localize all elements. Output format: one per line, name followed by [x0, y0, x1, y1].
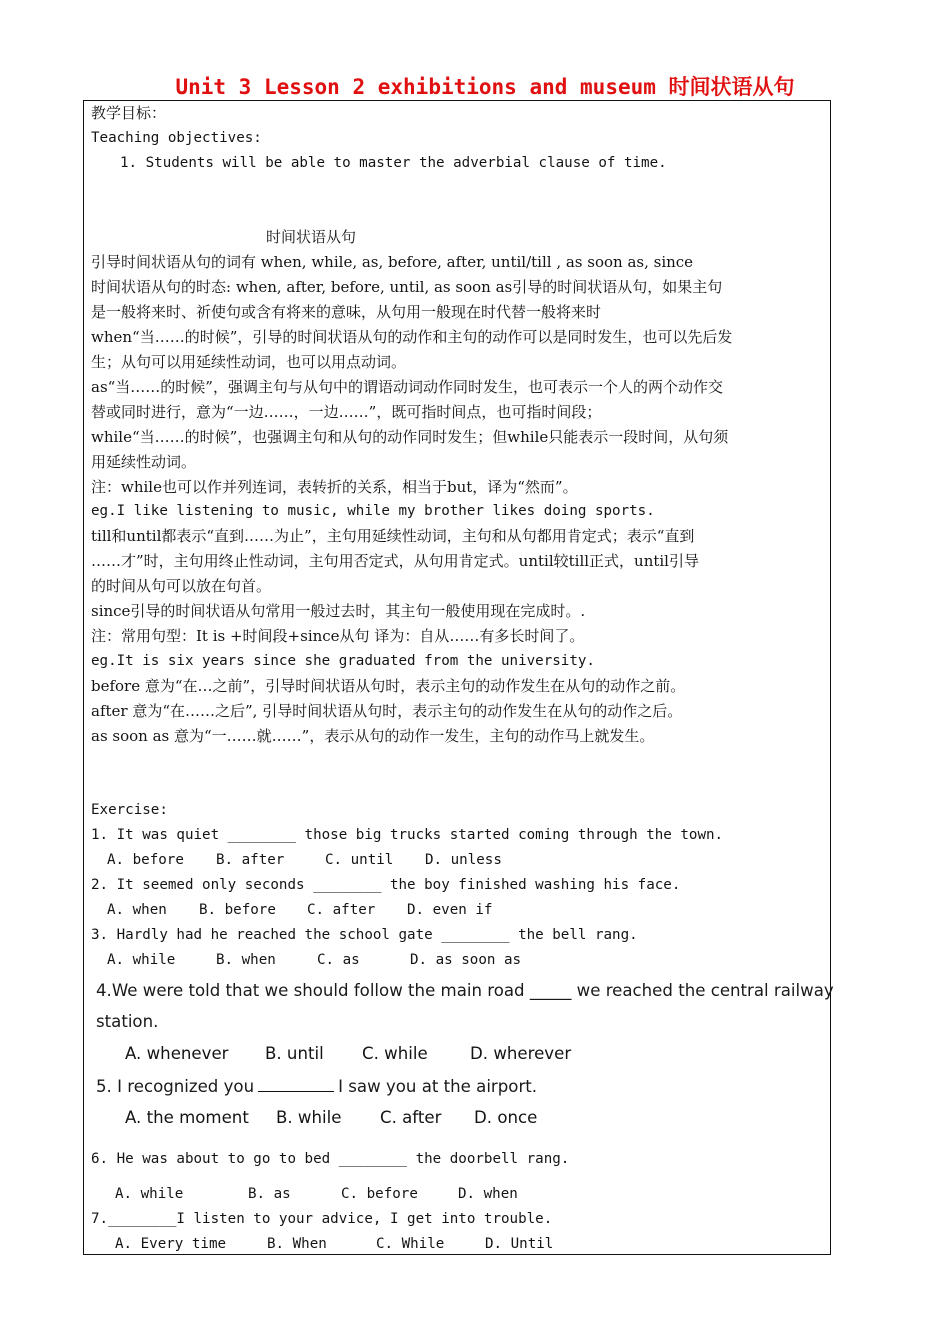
- question-2: 2. It seemed only seconds ________ the boy finished washing his face.: [91, 877, 681, 893]
- lesson-line: 用延续性动词。: [91, 453, 197, 471]
- option: B. before: [199, 902, 276, 918]
- objective-item-1: 1. Students will be able to master the adverbial clause of time.: [120, 155, 667, 171]
- question-5: [96, 1075, 537, 1099]
- question-5-blank: [258, 1077, 334, 1092]
- option: A. while: [115, 1186, 184, 1202]
- question-3-options: [107, 950, 807, 970]
- question-2-options: [107, 900, 807, 920]
- question-3: 3. Hardly had he reached the school gate ________ the bell rang.: [91, 927, 638, 943]
- option: A. when: [107, 902, 167, 918]
- question-1-options: [107, 850, 807, 870]
- question-5-text-a: 5. I recognized you: [96, 1077, 255, 1096]
- option: C. while: [362, 1044, 428, 1063]
- lesson-line: till和until都表示“直到……为止”，主句用延续性动词，主句和从句都用肯定式；表示“直到: [91, 527, 695, 545]
- option: C. after: [380, 1108, 442, 1127]
- objectives-heading-en: Teaching objectives:: [91, 130, 262, 146]
- exercise-heading: Exercise:: [91, 802, 168, 818]
- lesson-line: as“当……的时候”，强调主句与从句中的谓语动词动作同时发生，也可表示一个人的两个动作交: [91, 378, 723, 396]
- lesson-line: while“当……的时候”，也强调主句和从句的动作同时发生；但while只能表示一段时间，从句须: [91, 428, 729, 446]
- option: D. wherever: [470, 1044, 572, 1063]
- question-4-text-b: we reached the central railway: [576, 981, 834, 1000]
- lesson-line: ……才”时，主句用终止性动词，主句用否定式，从句用肯定式。until较till正式，until引导: [91, 552, 699, 570]
- lesson-line: 注：while也可以作并列连词，表转折的关系，相当于but，译为“然而”。: [91, 478, 578, 496]
- option: B. after: [216, 852, 285, 868]
- lesson-line: 时间状语从句的时态: when, after, before, until, as soon as引导的时间状语从句，如果主句: [91, 278, 723, 296]
- option: D. when: [458, 1186, 518, 1202]
- option: A. the moment: [125, 1108, 249, 1127]
- lesson-line: when“当……的时候”，引导的时间状语从句的动作和主句的动作可以是同时发生，也可以先后发: [91, 328, 733, 346]
- option: A. Every time: [115, 1236, 227, 1252]
- option: C. as: [317, 952, 360, 968]
- option: C. until: [325, 852, 394, 868]
- lesson-line: since引导的时间状语从句常用一般过去时，其主句一般使用现在完成时。.: [91, 602, 586, 620]
- question-6: 6. He was about to go to bed ________ the doorbell rang.: [91, 1151, 570, 1167]
- option: C. after: [307, 902, 376, 918]
- objectives-heading-cn: 教学目标：: [91, 104, 167, 122]
- option: D. unless: [425, 852, 502, 868]
- lesson-heading: 时间状语从句: [266, 228, 357, 246]
- question-7: 7.________I listen to your advice, I get into trouble.: [91, 1211, 553, 1227]
- lesson-line: 是一般将来时、祈使句或含有将来的意味，从句用一般现在时代替一般将来时: [91, 303, 602, 321]
- option: C. While: [376, 1236, 445, 1252]
- option: A. before: [107, 852, 184, 868]
- question-6-options: [115, 1184, 815, 1204]
- lesson-line: after 意为“在……之后”, 引导时间状语从句时，表示主句的动作发生在从句的动作之后。: [91, 702, 683, 720]
- option: D. once: [474, 1108, 538, 1127]
- option: A. whenever: [125, 1044, 229, 1063]
- option: C. before: [341, 1186, 418, 1202]
- option: A. while: [107, 952, 176, 968]
- lesson-example: eg.I like listening to music, while my brother likes doing sports.: [91, 503, 655, 519]
- option: D. even if: [407, 902, 493, 918]
- question-5-text-b: I saw you at the airport.: [338, 1077, 538, 1096]
- option: B. when: [216, 952, 276, 968]
- lesson-line: 注：常用句型：It is +时间段+since从句 译为：自从……有多长时间了。: [91, 627, 585, 645]
- lesson-line: 生；从句可以用延续性动词，也可以用点动词。: [91, 353, 407, 371]
- option: B. while: [276, 1108, 342, 1127]
- question-7-options: [115, 1234, 815, 1254]
- option: B. When: [267, 1236, 327, 1252]
- lesson-line: as soon as 意为“一……就……”，表示从句的动作一发生，主句的动作马上就发生。: [91, 727, 655, 745]
- question-4-line-2: station.: [96, 1012, 159, 1031]
- option: B. as: [248, 1186, 291, 1202]
- page-title: Unit 3 Lesson 2 exhibitions and museum 时间状语从句: [175, 75, 795, 99]
- question-4-line-1: [96, 979, 834, 1003]
- option: D. as soon as: [410, 952, 522, 968]
- lesson-line: 的时间从句可以放在句首。: [91, 577, 272, 595]
- question-4-options: [125, 1042, 805, 1066]
- lesson-line: 引导时间状语从句的词有 when, while, as, before, after, until/till , as soon as, since: [91, 253, 694, 271]
- option: D. Until: [485, 1236, 554, 1252]
- question-4-blank: _____: [529, 981, 572, 1000]
- lesson-line: 替或同时进行，意为“一边……，一边……”，既可指时间点，也可指时间段；: [91, 403, 602, 421]
- question-4-text-a: 4.We were told that we should follow the main road: [96, 981, 525, 1000]
- question-1: 1. It was quiet ________ those big trucks started coming through the town.: [91, 827, 724, 843]
- question-5-options: [125, 1106, 805, 1130]
- lesson-example: eg.It is six years since she graduated from the university.: [91, 653, 595, 669]
- lesson-line: before 意为“在…之前”，引导时间状语从句时，表示主句的动作发生在从句的动作之前。: [91, 677, 686, 695]
- option: B. until: [265, 1044, 324, 1063]
